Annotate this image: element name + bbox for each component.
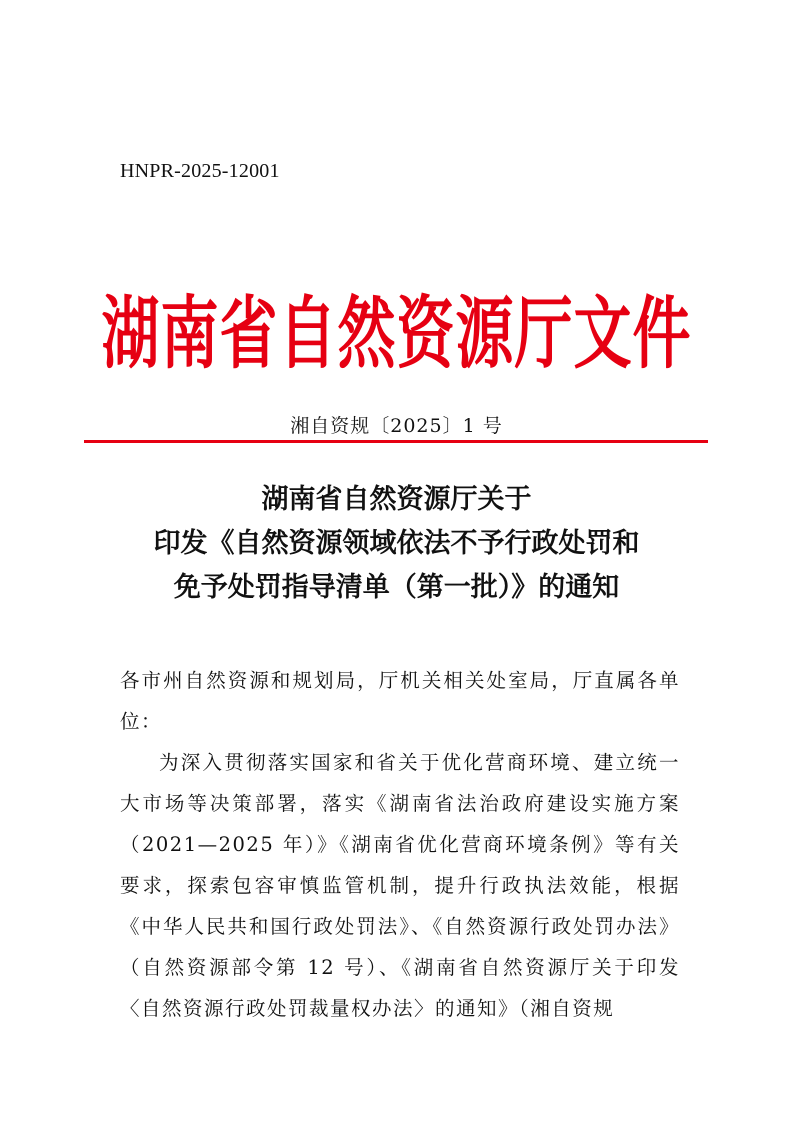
title-line-1: 湖南省自然资源厅关于 — [261, 484, 532, 515]
document-title — [60, 478, 733, 610]
issuer-title: 湖南省自然资源厅文件 — [101, 287, 692, 380]
title-line-3: 免予处罚指导清单（第一批）》的通知 — [173, 572, 620, 603]
title-line-2: 印发《自然资源领域依法不予行政处罚和 — [153, 528, 640, 559]
addressee: 各市州自然资源和规划局，厅机关相关处室局，厅直属各单位： — [120, 669, 680, 733]
body-paragraph: 为深入贯彻落实国家和省关于优化营商环境、建立统一大市场等决策部署，落实《湖南省法治政府建设实施方案（2021—2025 年）》《湖南省优化营商环境条例》等有关要求，探索包容审慎监管机制，提升行政执法效能，根据《中华人民共和国行政处罚法》、《自然资源行政处罚办法》（自然资源部令第 12 号）、《湖南省自然资源厅关于印发〈自然资源行政处罚裁量权办法〉的通知》（湘自资规 — [120, 751, 680, 1020]
document-body — [120, 660, 680, 1029]
document-code: HNPR-2025-12001 — [120, 160, 280, 182]
red-separator-line — [84, 440, 708, 443]
document-number: 湘自资规〔2025〕1 号 — [290, 415, 503, 437]
